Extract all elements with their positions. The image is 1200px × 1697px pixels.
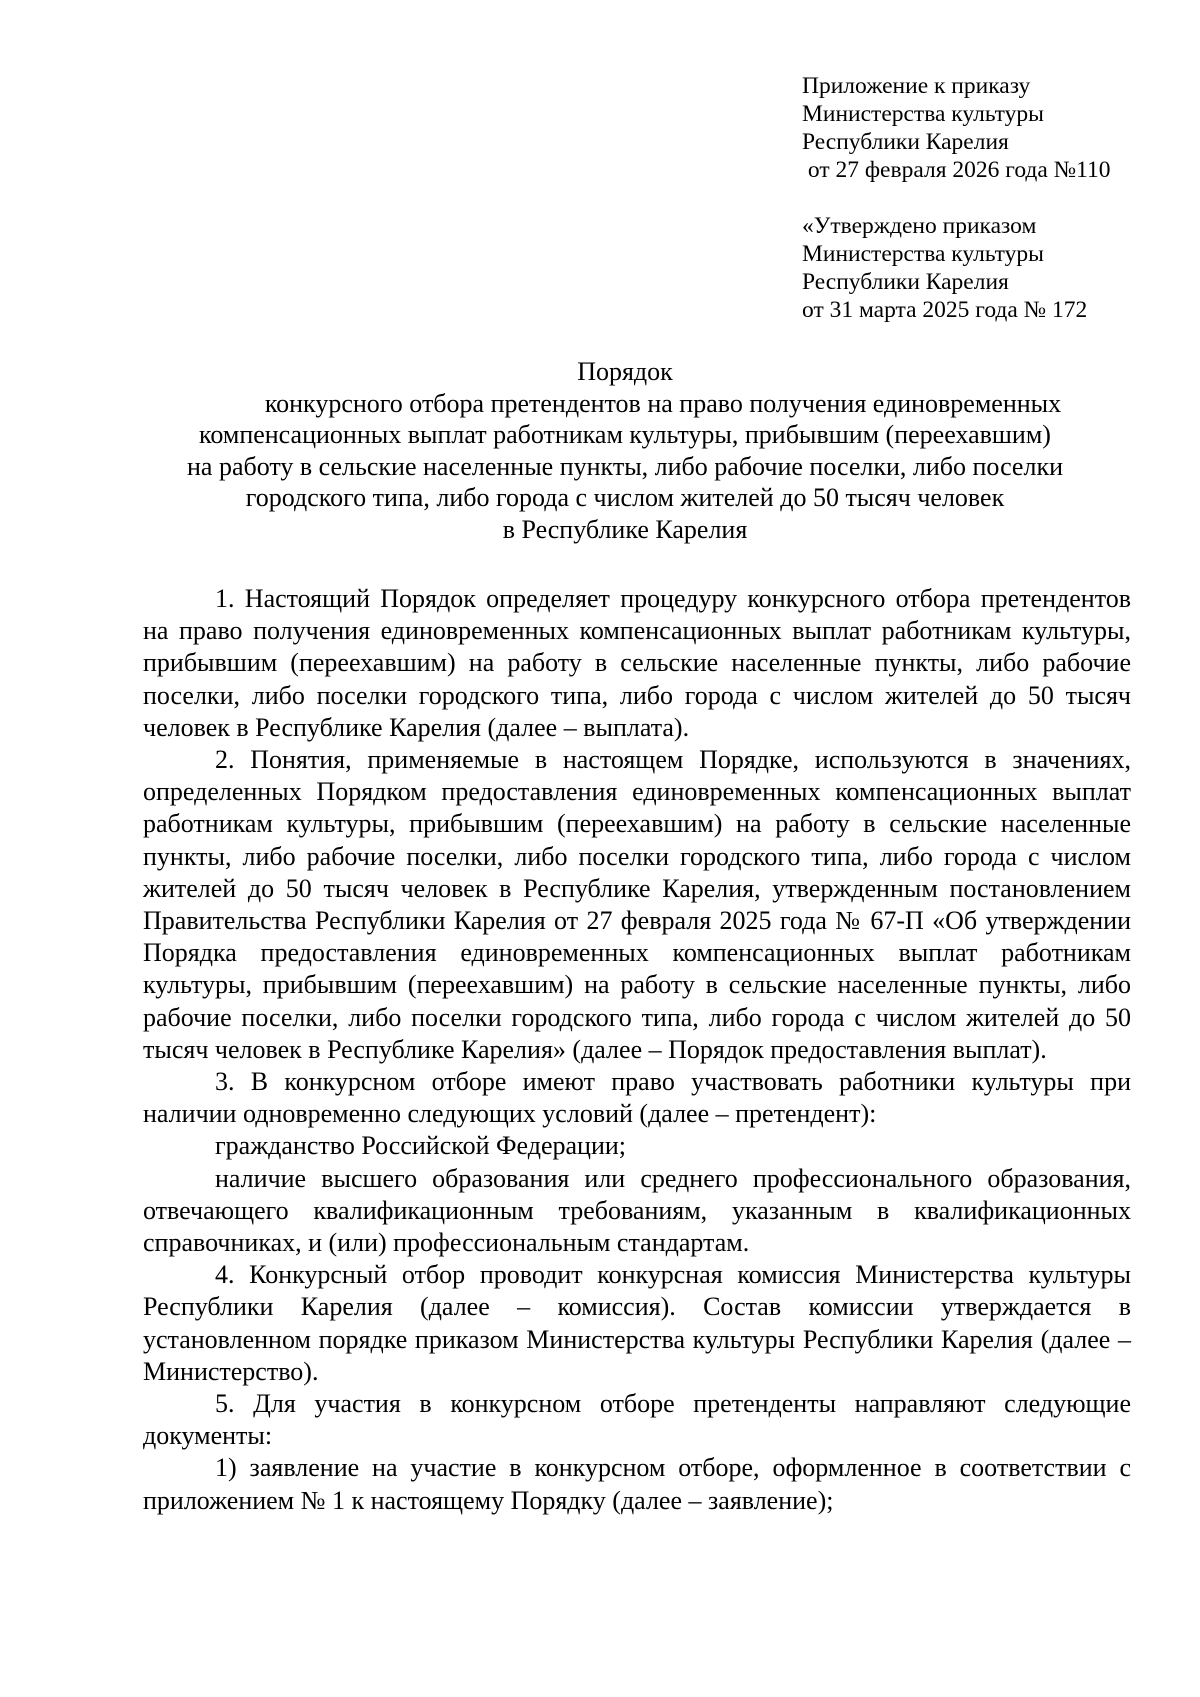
document-title	[130, 356, 1120, 545]
paragraph-4: 4. Конкурсный отбор проводит конкурсная комиссия Министерства культуры Республики Карелия (далее – комиссия). Состав комиссии утверждается в установленном порядке приказом Министерства культуры Республики Карелия (далее – Министерство).	[143, 1260, 1131, 1386]
condition-citizenship: гражданство Российской Федерации;	[215, 1131, 626, 1161]
title-line: городского типа, либо города с числом жителей до 50 тысяч человек	[245, 483, 1005, 512]
title-heading: Порядок	[577, 357, 673, 386]
annex-line: Министерства культуры	[802, 101, 1044, 127]
paragraph-5: 5. Для участия в конкурсном отборе претенденты направляют следующие документы:	[143, 1389, 1131, 1451]
document-body	[143, 583, 1131, 1517]
paragraph-2: 2. Понятия, применяемые в настоящем Порядке, используются в значениях, определенных Порядком предоставления единовременных компенсационных выплат работникам культуры, прибывшим (переехавшим) на работу в сельские населенные пункты, либо рабочие поселки, либо поселки городского типа, либо города с числом жителей до 50 тысяч человек в Республике Карелия, утвержденным постановлением Правительства Республики Карелия от 27 февраля 2025 года № 67-П «Об утверждении Порядка предоставления единовременных компенсационных выплат работникам культуры, прибывшим (переехавшим) на работу в сельские населенные пункты, либо рабочие поселки, либо поселки городского типа, либо города с числом жителей до 50 тысяч человек в Республике Карелия» (далее – Порядок предоставления выплат).	[143, 745, 1131, 1064]
title-line: компенсационных выплат работникам культуры, прибывшим (переехавшим)	[199, 420, 1051, 449]
approval-line: Республики Карелия	[802, 269, 1009, 295]
condition-education: наличие высшего образования или среднего профессионального образования, отвечающего квалификационным требованиям, указанным в квалификационных справочниках, и (или) профессиональным стандартам.	[143, 1163, 1131, 1258]
annex-line: Приложение к приказу	[802, 73, 1031, 99]
title-line: конкурсного отбора претендентов на право получения единовременных	[264, 388, 1062, 418]
title-line: в Республике Карелия	[502, 514, 748, 544]
annex-line: от 27 февраля 2026 года №110	[802, 157, 1111, 183]
annex-line: Республики Карелия	[802, 129, 1009, 155]
approval-line: «Утверждено приказом	[802, 213, 1037, 239]
list-item-1: 1) заявление на участие в конкурсном отборе, оформленное в соответствии с приложением № 1 к настоящему Порядку (далее – заявление);	[143, 1453, 1131, 1515]
approval-line: Министерства культуры	[802, 241, 1044, 267]
paragraph-1: 1. Настоящий Порядок определяет процедуру конкурсного отбора претендентов на право получения единовременных компенсационных выплат работникам культуры, прибывшим (переехавшим) на работу в сельские населенные пункты, либо рабочие поселки, либо поселки городского типа, либо города с числом жителей до 50 тысяч человек в Республике Карелия (далее – выплата).	[143, 584, 1131, 742]
approval-stamp	[802, 212, 1087, 324]
title-line: на работу в сельские населенные пункты, либо рабочие поселки, либо поселки	[186, 451, 1063, 481]
paragraph-3: 3. В конкурсном отборе имеют право участвовать работники культуры при наличии одновременно следующих условий (далее – претендент):	[143, 1067, 1131, 1129]
approval-line: от 31 марта 2025 года № 172	[802, 297, 1088, 323]
annex-header	[802, 72, 1110, 184]
